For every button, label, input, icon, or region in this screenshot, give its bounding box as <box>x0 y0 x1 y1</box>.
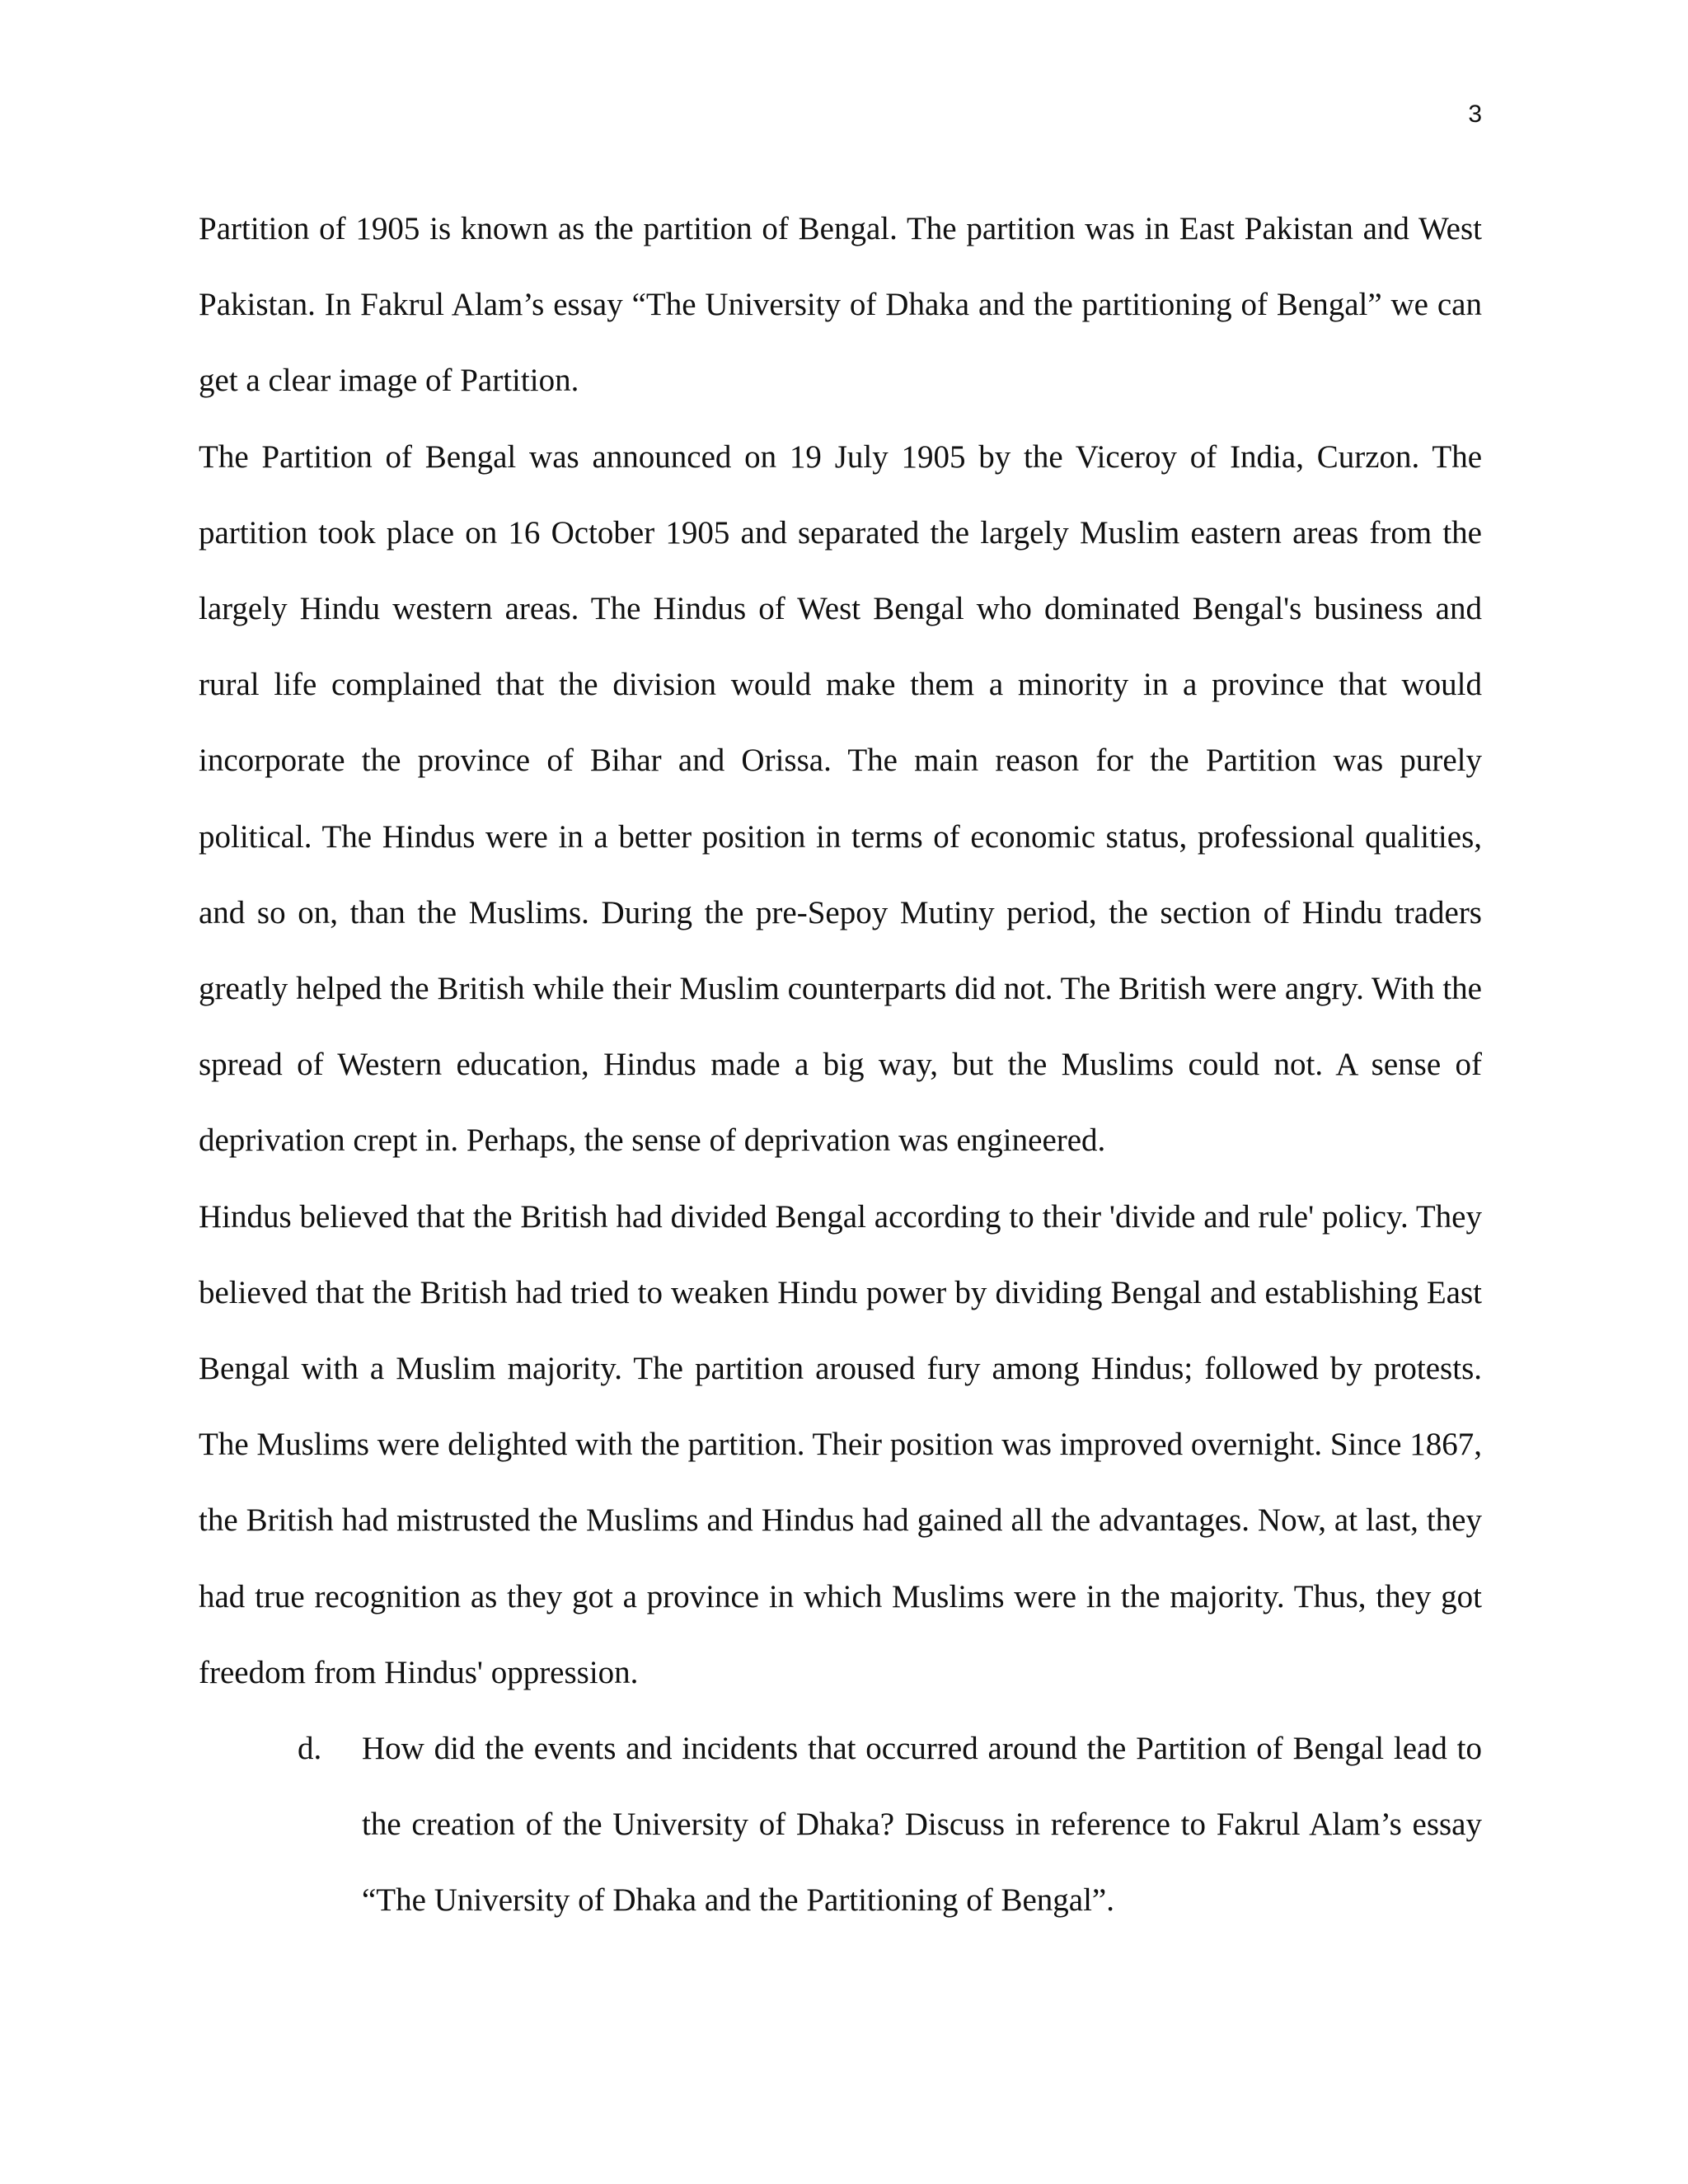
question-text: How did the events and incidents that occurred around the Partition of Bengal lead to the creation of the University of Dhaka? Discuss in reference to Fakrul Alam’s essay “The University of Dhaka and the Partitioning of Bengal”. <box>362 1731 1482 1919</box>
question-d <box>199 1711 1482 1939</box>
page-number: 3 <box>1468 101 1482 128</box>
document-body <box>199 191 1482 1939</box>
paragraph-hindu-muslim-reaction: Hindus believed that the British had divided Bengal according to their 'divide and rule' policy. They believed that the British had tried to weaken Hindu power by dividing Bengal and establishing East Bengal with a Muslim majority. The partition aroused fury among Hindus; followed by protests. The Muslims were delighted with the partition. Their position was improved overnight. Since 1867, the British had mistrusted the Muslims and Hindus had gained all the advantages. Now, at last, they had true recognition as they got a province in which Muslims were in the majority. Thus, they got freedom from Hindus' oppression. <box>199 1198 1482 1690</box>
paragraph-intro: Partition of 1905 is known as the partition of Bengal. The partition was in East Pakistan and West Pakistan. In Fakrul Alam’s essay “The University of Dhaka and the partitioning of Bengal” we can get a clear image of Partition. <box>199 211 1482 399</box>
paragraph-partition-history: The Partition of Bengal was announced on 19 July 1905 by the Viceroy of India, Curzon. The partition took place on 16 October 1905 and separated the largely Muslim eastern areas from the largely Hindu western areas. The Hindus of West Bengal who dominated Bengal's business and rural life complained that the division would make them a minority in a province that would incorporate the province of Bihar and Orissa. The main reason for the Partition was purely political. The Hindus were in a better position in terms of economic status, professional qualities, and so on, than the Muslims. During the pre-Sepoy Mutiny period, the section of Hindu traders greatly helped the British while their Muslim counterparts did not. The British were angry. With the spread of Western education, Hindus made a big way, but the Muslims could not. A sense of deprivation crept in. Perhaps, the sense of deprivation was engineered. <box>199 438 1482 1159</box>
question-label: d. <box>298 1731 322 1767</box>
